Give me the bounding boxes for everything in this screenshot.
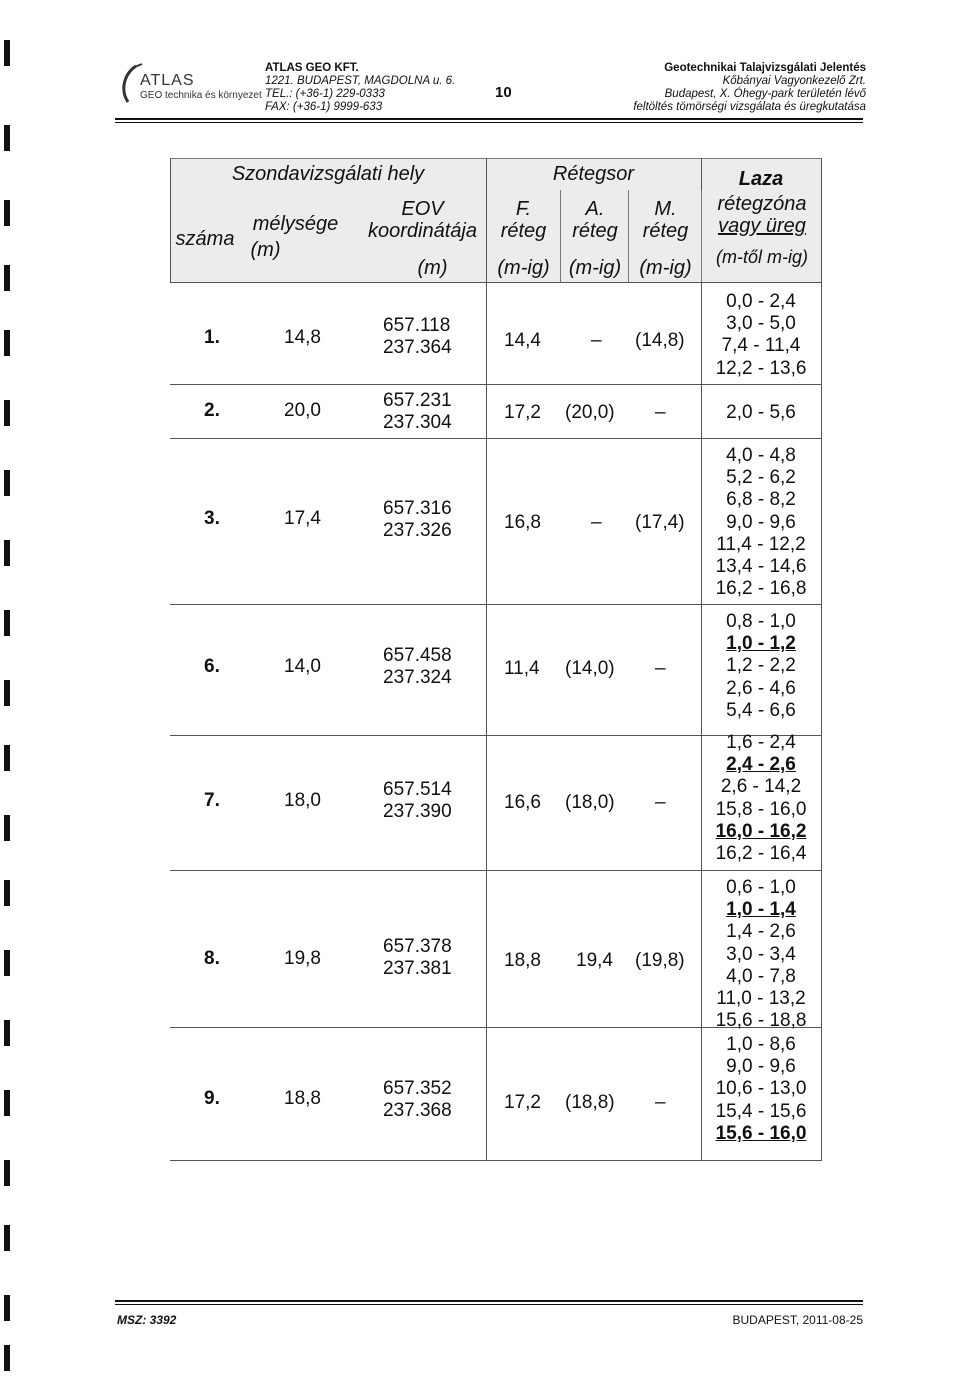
company-tel: TEL.: (+36-1) 229-0333 (265, 88, 385, 100)
results-table (170, 158, 822, 1161)
row-eov: 657.316 237.326 (383, 498, 452, 541)
row-number: 8. (204, 948, 220, 969)
header-site-group: Szondavizsgálati hely (231, 163, 425, 185)
row-eov: 657.378 237.381 (383, 936, 452, 979)
header-a-layer: A. réteg (m-ig) (568, 198, 622, 279)
footer-rule (115, 1300, 863, 1302)
row-number: 2. (204, 400, 220, 421)
row-a-layer: (14,0) (565, 658, 615, 679)
row-m-layer: (17,4) (635, 512, 685, 533)
company-fax: FAX: (+36-1) 9999-633 (265, 101, 383, 113)
row-depth: 14,8 (284, 327, 321, 348)
row-a-layer: (18,0) (565, 792, 615, 813)
row-number: 9. (204, 1088, 220, 1109)
row-number: 3. (204, 508, 220, 529)
logo-subtitle: GEO technika és környezet (140, 90, 262, 101)
row-f-layer: 17,2 (504, 402, 541, 423)
row-m-layer: (14,8) (635, 330, 685, 351)
row-separator (170, 604, 822, 605)
row-loose-zones: 0,6 - 1,0 1,0 - 1,4 1,4 - 2,6 3,0 - 3,4 4,0 - 7,8 11,0 - 13,2 15,6 - 18,8 (715, 877, 807, 1032)
row-eov: 657.514 237.390 (383, 779, 452, 822)
table-bottom-rule (170, 1160, 822, 1161)
header-loose-zone: rétegzóna vagy üreg (m-től m-ig) (716, 193, 808, 267)
row-number: 6. (204, 656, 220, 677)
row-depth: 18,0 (284, 790, 321, 811)
row-f-layer: 17,2 (504, 1092, 541, 1113)
page-number: 10 (495, 84, 512, 101)
row-number: 1. (204, 327, 220, 348)
header-bottom-rule (170, 282, 822, 283)
row-loose-zones: 4,0 - 4,8 5,2 - 6,2 6,8 - 8,2 9,0 - 9,6 11,4 - 12,2 13,4 - 14,6 16,2 - 16,8 (715, 445, 807, 600)
binding-marks (0, 0, 18, 1383)
row-f-layer: 16,8 (504, 512, 541, 533)
logo-title: ATLAS (140, 72, 195, 89)
row-a-layer: (20,0) (565, 402, 615, 423)
divider-site-layers (486, 158, 487, 1161)
row-a-layer: (18,8) (565, 1092, 615, 1113)
row-f-layer: 14,4 (504, 330, 541, 351)
footer-rule-thin (115, 1304, 863, 1305)
company-name: ATLAS GEO KFT. (265, 62, 359, 74)
row-f-layer: 11,4 (504, 658, 540, 679)
report-client: Kőbányai Vagyonkezelő Zrt. (722, 75, 866, 87)
header-rule (115, 118, 863, 120)
header-loose-group: Laza (738, 168, 784, 190)
row-separator (170, 438, 822, 439)
header-rule-thin (115, 122, 863, 123)
header-number: száma (175, 228, 235, 250)
row-m-layer: – (655, 658, 666, 679)
report-location: Budapest, X. Óhegy-park területén lévő (664, 88, 866, 100)
report-title: Geotechnikai Talajvizsgálati Jelentés (664, 62, 866, 74)
row-depth: 19,8 (284, 948, 321, 969)
row-depth: 18,8 (284, 1088, 321, 1109)
header-layers-group: Rétegsor (552, 163, 635, 185)
row-loose-zones: 2,0 - 5,6 (726, 402, 796, 423)
row-loose-zones: 1,6 - 2,4 2,4 - 2,6 2,6 - 14,2 15,8 - 16,0 16,0 - 16,2 16,2 - 16,4 (715, 732, 807, 865)
report-subject: feltöltés tömörségi vizsgálata és üregkutatása (633, 101, 866, 113)
row-m-layer: – (655, 402, 666, 423)
row-a-layer: – (591, 512, 602, 533)
row-depth: 14,0 (284, 656, 321, 677)
footer-place-date: BUDAPEST, 2011-08-25 (732, 1313, 863, 1327)
row-separator (170, 384, 822, 385)
row-a-layer: – (591, 330, 602, 351)
row-loose-zones: 0,8 - 1,0 1,0 - 1,2 1,2 - 2,2 2,6 - 4,6 5,4 - 6,6 (726, 611, 796, 721)
row-m-layer: (19,8) (635, 950, 685, 971)
footer-standard: MSZ: 3392 (117, 1313, 177, 1327)
row-f-layer: 16,6 (504, 792, 541, 813)
row-depth: 17,4 (284, 508, 321, 529)
row-depth: 20,0 (284, 400, 321, 421)
header-depth: mélysége (m) (250, 213, 339, 261)
row-m-layer: – (655, 1092, 666, 1113)
row-a-layer: 19,4 (576, 950, 613, 971)
row-f-layer: 18,8 (504, 950, 541, 971)
row-loose-zones: 0,0 - 2,4 3,0 - 5,0 7,4 - 11,4 12,2 - 13,6 (715, 291, 807, 379)
header-f-layer: F. réteg (m-ig) (497, 198, 550, 279)
row-number: 7. (204, 790, 220, 811)
company-block (265, 62, 455, 114)
header-eov: EOV koordinátája (m) (368, 198, 477, 279)
row-eov: 657.118 237.364 (383, 315, 452, 358)
row-eov: 657.231 237.304 (383, 390, 452, 433)
header-m-layer: M. réteg (m-ig) (639, 198, 692, 279)
row-eov: 657.352 237.368 (383, 1078, 452, 1121)
row-separator (170, 870, 822, 871)
company-address: 1221. BUDAPEST, MAGDOLNA u. 6. (265, 75, 456, 87)
row-eov: 657.458 237.324 (383, 645, 452, 688)
table-right-border (821, 158, 822, 1161)
row-m-layer: – (655, 792, 666, 813)
row-loose-zones: 1,0 - 8,6 9,0 - 9,6 10,6 - 13,0 15,4 - 15,6 15,6 - 16,0 (715, 1034, 807, 1144)
report-block (633, 62, 866, 114)
